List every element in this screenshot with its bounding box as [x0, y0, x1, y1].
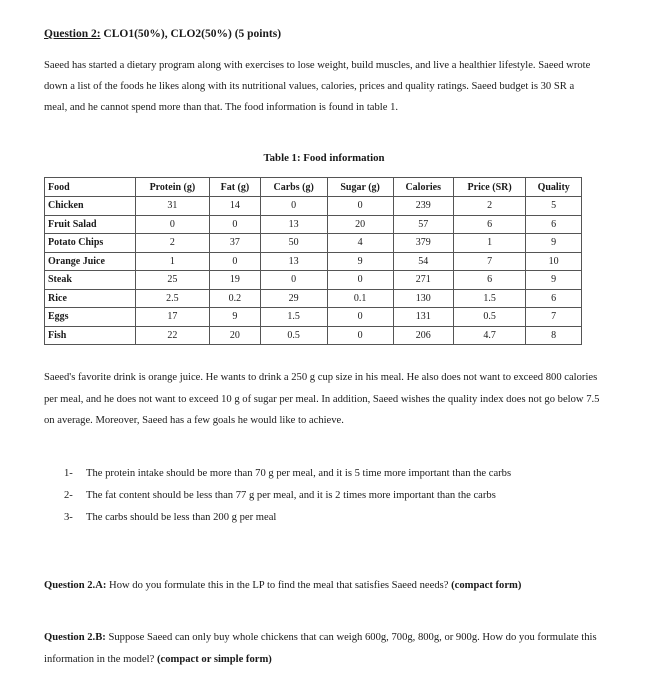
table-header-cell: Sugar (g): [327, 178, 393, 197]
table-cell: 239: [393, 197, 453, 216]
table-cell: 37: [210, 234, 260, 253]
table-cell: 2.5: [135, 289, 210, 308]
table-cell: 17: [135, 308, 210, 327]
table-caption: Table 1: Food information: [263, 152, 385, 164]
table-cell: 57: [393, 215, 453, 234]
table-cell: 0: [260, 271, 327, 290]
table-cell: 0: [327, 271, 393, 290]
table-cell: 379: [393, 234, 453, 253]
table-row: [45, 234, 582, 253]
table-cell: 9: [526, 234, 582, 253]
table-cell: 5: [526, 197, 582, 216]
table-cell: 0: [260, 197, 327, 216]
table-header-cell: Protein (g): [135, 178, 210, 197]
question-2a: [44, 575, 604, 597]
table-cell: 1.5: [260, 308, 327, 327]
table-cell: 8: [526, 326, 582, 345]
question-2b-label: Question 2.B:: [44, 632, 106, 643]
table-cell: 54: [393, 252, 453, 271]
goal-number: 1-: [64, 468, 73, 479]
question-2b-note: (compact or simple form): [156, 654, 272, 665]
table-cell: 6: [526, 215, 582, 234]
table-cell: 0.2: [210, 289, 260, 308]
question-2a-label: Question 2.A:: [44, 580, 107, 591]
table-row: [45, 308, 582, 327]
table-cell: 25: [135, 271, 210, 290]
table-food-name: Eggs: [45, 308, 136, 327]
table-cell: 0.1: [327, 289, 393, 308]
question-number: Question 2:: [44, 28, 101, 40]
table-cell: 20: [210, 326, 260, 345]
table-cell: 0: [327, 326, 393, 345]
table-food-name: Potato Chips: [45, 234, 136, 253]
table-cell: 13: [260, 215, 327, 234]
table-cell: 0: [327, 197, 393, 216]
table-cell: 4.7: [453, 326, 525, 345]
question-heading: [44, 28, 281, 40]
table-cell: 9: [327, 252, 393, 271]
table-cell: 20: [327, 215, 393, 234]
table-cell: 6: [526, 289, 582, 308]
table-food-name: Fish: [45, 326, 136, 345]
food-table: [44, 177, 582, 345]
goal-text: The fat content should be less than 77 g per meal, and it is 2 times more important than the carbs: [86, 490, 496, 501]
table-cell: 22: [135, 326, 210, 345]
goal-item: [64, 507, 584, 529]
table-food-name: Rice: [45, 289, 136, 308]
table-header-row: [45, 178, 582, 197]
table-cell: 29: [260, 289, 327, 308]
table-header-cell: Quality: [526, 178, 582, 197]
table-cell: 31: [135, 197, 210, 216]
table-food-name: Fruit Salad: [45, 215, 136, 234]
question-2a-text: How do you formulate this in the LP to find the meal that satisfies Saeed needs?: [106, 580, 452, 591]
table-cell: 9: [210, 308, 260, 327]
table-cell: 1.5: [453, 289, 525, 308]
table-cell: 0: [135, 215, 210, 234]
table-header-cell: Calories: [393, 178, 453, 197]
table-cell: 1: [135, 252, 210, 271]
table-cell: 6: [453, 271, 525, 290]
table-header-cell: Carbs (g): [260, 178, 327, 197]
table-food-name: Chicken: [45, 197, 136, 216]
goal-text: The protein intake should be more than 70 g per meal, and it is 5 time more important than the carbs: [86, 468, 512, 479]
table-cell: 6: [453, 215, 525, 234]
goal-number: 2-: [64, 490, 73, 501]
table-cell: 271: [393, 271, 453, 290]
table-cell: 131: [393, 308, 453, 327]
intro-paragraph: Saeed has started a dietary program along with exercises to lose weight, build muscles, and live a healthier lifestyle. Saeed wrote down a list of the foods he likes along with its nutritional values, calories, prices and quality ratings. Saeed budget is 30 SR a meal, and he cannot spend more than that. The food information is found in table 1.: [44, 60, 591, 113]
goal-item: [64, 463, 584, 485]
table-row: [45, 271, 582, 290]
table-cell: 4: [327, 234, 393, 253]
table-cell: 0: [210, 215, 260, 234]
table-cell: 19: [210, 271, 260, 290]
table-cell: 0.5: [260, 326, 327, 345]
table-cell: 50: [260, 234, 327, 253]
goals-list: [64, 463, 584, 529]
table-food-name: Steak: [45, 271, 136, 290]
table-cell: 0: [210, 252, 260, 271]
goal-text: The carbs should be less than 200 g per meal: [86, 512, 277, 523]
table-food-name: Orange Juice: [45, 252, 136, 271]
table-cell: 14: [210, 197, 260, 216]
table-cell: 1: [453, 234, 525, 253]
question-2a-note: (compact form): [451, 580, 522, 591]
question-meta: CLO1(50%), CLO2(50%) (5 points): [103, 28, 282, 40]
table-cell: 2: [453, 197, 525, 216]
question-2b-text: Suppose Saeed can only buy whole chickens that can weigh 600g, 700g, 800g, or 900g. How do you formulate this information in the model?: [44, 632, 597, 665]
table-header-cell: Fat (g): [210, 178, 260, 197]
table-cell: 10: [526, 252, 582, 271]
goal-item: [64, 485, 584, 507]
question-2b: [44, 627, 604, 671]
table-cell: 2: [135, 234, 210, 253]
table-header-cell: Food: [45, 178, 136, 197]
table-body: [45, 197, 582, 345]
table-cell: 7: [453, 252, 525, 271]
table-cell: 0: [327, 308, 393, 327]
table-row: [45, 215, 582, 234]
table-row: [45, 252, 582, 271]
requirements-paragraph: Saeed's favorite drink is orange juice. He wants to drink a 250 g cup size in his meal. He also does not want to exceed 800 calories per meal, and he does not want to exceed 10 g of sugar per meal. In addition, Saeed wishes the quality index does not go below 7.5 on average. Moreover, Saeed has a few goals he would like to achieve.: [44, 372, 600, 426]
table-header-cell: Price (SR): [453, 178, 525, 197]
table-row: [45, 197, 582, 216]
table-cell: 7: [526, 308, 582, 327]
table-cell: 0.5: [453, 308, 525, 327]
table-cell: 13: [260, 252, 327, 271]
table-row: [45, 326, 582, 345]
table-cell: 130: [393, 289, 453, 308]
table-cell: 9: [526, 271, 582, 290]
table-row: [45, 289, 582, 308]
goal-number: 3-: [64, 512, 73, 523]
table-cell: 206: [393, 326, 453, 345]
